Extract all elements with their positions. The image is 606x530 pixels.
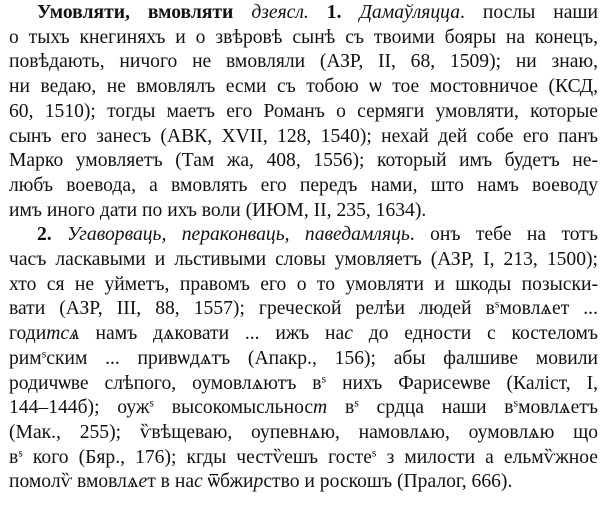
headword: Умовляти, вмовляти xyxy=(37,2,234,23)
text-line xyxy=(9,421,598,446)
text-line xyxy=(9,248,598,273)
text-segment: срдца наши в xyxy=(358,397,514,419)
text-segment xyxy=(233,2,251,23)
superscript-mark: ѕ xyxy=(18,446,23,460)
text-line xyxy=(9,174,598,199)
text-segment: родичѡве слѣпого, оумовлѧютъ в xyxy=(9,372,322,394)
text-segment: о тыхъ кнегиняхъ и о звѣровѣ сынѣ съ твоими бояры на конецъ, xyxy=(9,26,598,48)
text-segment: Дамаўляцца xyxy=(359,2,460,23)
text-segment: тсѧ xyxy=(46,323,80,345)
text-segment: с xyxy=(194,471,203,493)
text-segment: . онъ тебе на тотъ xyxy=(409,224,598,246)
text-segment xyxy=(309,2,327,23)
text-segment: любъ воевода, а вмовлять его передъ нами, што намъ воеводу xyxy=(9,174,598,196)
text-segment: (Мак., 255); ѷвѣщеваю, оупевнѧю, намовлѧю, оумовлѧю що xyxy=(9,421,598,443)
text-segment: ни ведаю, не вмовлялъ есми съ тобою ѡ тое мостовничое (КСД, xyxy=(9,76,598,98)
text-segment: до едности с костеломъ xyxy=(352,323,598,345)
text-line xyxy=(9,372,598,397)
entry-sense-2 xyxy=(9,223,598,495)
superscript-mark: ѕ xyxy=(321,372,327,386)
text-segment: з милости а ельмѷжное xyxy=(376,446,599,468)
text-line xyxy=(9,26,598,51)
text-segment: намъ дѧковати ... ижъ на xyxy=(79,323,345,345)
text-segment: часъ ласкавыми и льстивыми словы умовляетъ (АЗР, I, 213, 1500); xyxy=(9,249,598,271)
text-line xyxy=(9,297,598,322)
text-segment: в xyxy=(9,446,19,468)
superscript-mark: ѕ xyxy=(354,396,359,410)
text-line xyxy=(9,50,598,75)
text-segment: е xyxy=(138,471,148,493)
text-segment: рим xyxy=(9,347,42,369)
text-segment: помолѷ вмовлѧ xyxy=(9,471,139,493)
text-line xyxy=(9,223,598,248)
text-segment: хто ся не уйметъ, правомъ его о то умовляти и шкоды позыски- xyxy=(9,273,598,295)
text-segment: в xyxy=(327,397,355,419)
text-segment: т xyxy=(313,397,328,419)
text-segment: Марко умовляетъ (Там жа, 408, 1556); который имъ будетъ не- xyxy=(9,150,598,172)
text-segment xyxy=(52,224,67,245)
text-segment: 60, 1510); тогды маетъ его Романъ о сермяги умовляти, которые xyxy=(9,100,598,122)
text-line xyxy=(9,75,598,100)
text-segment: годи xyxy=(9,323,47,345)
text-segment: ским ... привѡдѧтъ (Апакр., 156); абы фалшиве мовили xyxy=(46,347,598,369)
text-segment: вати (АЗР, III, 88, 1557); греческой релѣи людей в xyxy=(9,298,495,320)
text-segment: дзеясл. xyxy=(251,2,309,23)
text-line xyxy=(9,199,598,224)
text-segment: сынъ его занесъ (АВК, XVII, 128, 1540); нехай дей собе его панъ xyxy=(9,125,598,147)
text-segment: т в на xyxy=(147,471,195,493)
text-segment: 1. xyxy=(326,2,342,23)
text-line xyxy=(9,446,598,471)
text-line xyxy=(9,396,598,421)
text-line xyxy=(9,149,598,174)
text-segment: р xyxy=(253,471,264,493)
text-line xyxy=(9,100,598,125)
text-segment: нихъ Фарисеѡве (Каліст, I, xyxy=(326,372,598,394)
superscript-mark: ѕ xyxy=(494,297,500,311)
text-segment: высокомысльнос xyxy=(153,397,314,419)
text-segment: . послы наши xyxy=(460,2,598,23)
entry-sense-1 xyxy=(9,1,598,223)
text-segment: Угаворваць, пераконваць, паведамляць xyxy=(67,224,410,246)
text-segment: имъ иного дати по ихъ воли (ИЮМ, II, 235, 1634). xyxy=(9,199,427,221)
text-line xyxy=(9,322,598,347)
text-line xyxy=(9,125,598,150)
text-segment: мовлѧет ... xyxy=(499,298,598,320)
text-segment: с xyxy=(344,323,353,345)
text-line xyxy=(9,1,598,26)
text-segment: ство и роскошъ (Пралог, 666). xyxy=(263,471,513,493)
text-segment: ѿбжи xyxy=(202,471,254,493)
superscript-mark: ѕ xyxy=(41,347,47,361)
superscript-mark: ѕ xyxy=(371,446,377,460)
text-segment: повѣдають, ничого не вмовляли (АЗР, II, 68, 1509); ни знаю, xyxy=(9,51,598,73)
text-line xyxy=(9,347,598,372)
text-segment: 2. xyxy=(37,224,52,246)
superscript-mark: ѕ xyxy=(513,396,519,410)
text-line xyxy=(9,470,598,495)
text-segment: 144–144б); оуж xyxy=(9,397,150,419)
text-segment xyxy=(341,2,359,23)
superscript-mark: ѕ xyxy=(149,396,154,410)
text-segment: мовлѧетъ xyxy=(518,397,598,419)
text-line xyxy=(9,273,598,298)
text-segment: кого (Бяр., 176); кгды честѷешъ госте xyxy=(22,446,372,468)
